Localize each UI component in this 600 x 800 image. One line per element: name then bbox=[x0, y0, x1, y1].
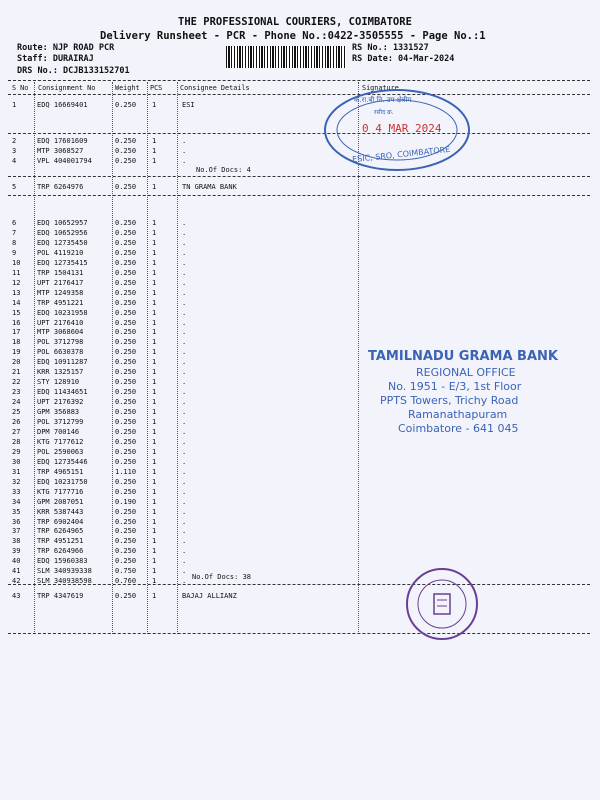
row-weight: 0.190 bbox=[115, 497, 137, 506]
row-weight: 0.250 bbox=[115, 517, 137, 526]
col-consignee-details: Consignee Details bbox=[180, 84, 250, 92]
row-sno: 30 bbox=[12, 457, 21, 466]
row-weight: 0.750 bbox=[115, 567, 137, 576]
row-consignment-no: EDQ 10911287 bbox=[37, 358, 88, 367]
row-consignment-no: VPL 404001794 bbox=[37, 156, 92, 165]
row-consignee-details: . bbox=[182, 238, 187, 247]
row-consignment-no: POL 3712799 bbox=[37, 418, 84, 426]
row-consignment-no: TRP 4965151 bbox=[37, 467, 84, 476]
row-consignee-details: . bbox=[182, 507, 187, 516]
row-sno: 32 bbox=[12, 477, 21, 486]
row-weight: 0.250 bbox=[115, 457, 137, 466]
row-weight: 0.250 bbox=[115, 228, 137, 237]
row-sno: 10 bbox=[12, 258, 21, 267]
row-weight: 0.250 bbox=[115, 338, 137, 347]
row-weight: 0.250 bbox=[115, 547, 137, 556]
row-consignment-no: EDQ 12735446 bbox=[37, 457, 88, 466]
row-consignment-no: GPM 2087051 bbox=[37, 497, 84, 506]
table-row bbox=[0, 567, 600, 576]
row-sno: 22 bbox=[12, 378, 21, 387]
row-consignment-no: UPT 2176410 bbox=[37, 318, 84, 327]
table-row bbox=[0, 259, 600, 268]
row-sno: 19 bbox=[12, 348, 21, 357]
row-consignment-no: EDQ 10652957 bbox=[37, 219, 88, 227]
row-consignment-no: EDQ 15960383 bbox=[37, 557, 88, 566]
row-consignment-no: KRR 5387443 bbox=[37, 507, 84, 516]
row-consignee-details: . bbox=[182, 408, 187, 417]
row-consignment-no: EDQ 11434651 bbox=[37, 388, 88, 397]
row-consignment-no: MTP 1249358 bbox=[37, 288, 84, 297]
row-sno: 17 bbox=[12, 328, 21, 337]
row-consignment-no: EDQ 17601609 bbox=[37, 137, 88, 145]
row-consignee-details: . bbox=[182, 388, 187, 397]
row-sno: 33 bbox=[12, 487, 21, 496]
bajaj-seal-shape bbox=[404, 566, 480, 642]
runsheet-subtitle: Delivery Runsheet - PCR - Phone No.:0422-3505555 - Page No.:1 bbox=[100, 30, 486, 42]
row-pcs: 1 bbox=[152, 487, 157, 496]
row-consignee-details: . bbox=[182, 358, 187, 367]
table-row bbox=[0, 518, 600, 527]
row-sno: 24 bbox=[12, 398, 21, 407]
row-weight: 0.250 bbox=[115, 487, 137, 496]
table-row bbox=[0, 408, 600, 417]
row-weight: 0.250 bbox=[115, 527, 137, 536]
row-consignment-no: UPT 2176417 bbox=[37, 278, 84, 287]
row-consignee-details: . bbox=[182, 156, 187, 165]
row-pcs: 1 bbox=[152, 298, 157, 307]
row-consignee-details: . bbox=[182, 278, 187, 287]
row-consignee-details: . bbox=[182, 527, 187, 536]
row-consignee-details: . bbox=[182, 368, 187, 377]
row-sno: 16 bbox=[12, 318, 21, 327]
group-separator bbox=[8, 195, 590, 196]
row-pcs: 1 bbox=[152, 137, 157, 145]
table-row bbox=[0, 478, 600, 487]
row-weight: 0.250 bbox=[115, 328, 137, 337]
row-consignment-no: EDQ 10231750 bbox=[37, 477, 88, 486]
row-weight: 0.250 bbox=[115, 557, 137, 566]
row-sno: 31 bbox=[12, 467, 21, 476]
row-sno: 36 bbox=[12, 517, 21, 526]
row-consignment-no: STY 128910 bbox=[37, 378, 80, 387]
row-pcs: 1 bbox=[152, 156, 157, 165]
row-consignment-no: TRP 4951251 bbox=[37, 537, 84, 546]
bank-stamp-address4: Coimbatore - 641 045 bbox=[398, 422, 519, 435]
row-pcs: 1 bbox=[152, 238, 157, 247]
table-row bbox=[0, 279, 600, 288]
row-weight: 0.250 bbox=[115, 358, 137, 367]
row-weight: 0.250 bbox=[115, 368, 137, 377]
row-consignee-details: . bbox=[182, 378, 187, 387]
row-consignment-no: SLM 340938598 bbox=[37, 577, 92, 586]
rs-number: RS No.: 1331527 bbox=[352, 43, 429, 53]
row-consignee-details: . bbox=[182, 547, 187, 556]
row-consignee-details: . bbox=[182, 467, 187, 476]
table-row bbox=[0, 508, 600, 517]
table-row bbox=[0, 137, 600, 146]
row-sno: 38 bbox=[12, 537, 21, 546]
row-pcs: 1 bbox=[152, 258, 157, 267]
row-consignment-no: EDQ 12735450 bbox=[37, 238, 88, 247]
row-consignee-details: . bbox=[182, 308, 187, 317]
row-weight: 0.250 bbox=[115, 388, 137, 397]
bank-stamp-title: TAMILNADU GRAMA BANK bbox=[368, 349, 558, 364]
table-row bbox=[0, 319, 600, 328]
col-weight: Weight bbox=[115, 84, 140, 92]
group-separator bbox=[8, 633, 590, 634]
row-consignment-no: MTP 3068527 bbox=[37, 146, 84, 155]
row-pcs: 1 bbox=[152, 577, 157, 586]
row-sno: 21 bbox=[12, 368, 21, 377]
row-sno: 43 bbox=[12, 592, 21, 600]
row-consignment-no: KRR 1325157 bbox=[37, 368, 84, 377]
esic-bottom-text: ESIC, SRO, COIMBATORE bbox=[351, 144, 451, 165]
table-row bbox=[0, 438, 600, 447]
table-row bbox=[0, 537, 600, 546]
route-label: Route: NJP ROAD PCR bbox=[17, 43, 115, 53]
row-consignee-details: . bbox=[182, 557, 187, 566]
row-pcs: 1 bbox=[152, 567, 157, 576]
table-row bbox=[0, 183, 600, 192]
row-sno: 8 bbox=[12, 238, 17, 247]
bank-stamp-address2: PPTS Towers, Trichy Road bbox=[380, 394, 519, 407]
barcode bbox=[226, 46, 346, 68]
row-sno: 7 bbox=[12, 228, 17, 237]
row-consignment-no: TRP 6902404 bbox=[37, 517, 84, 526]
group-separator bbox=[8, 584, 590, 585]
row-consignee-details: . bbox=[182, 577, 187, 586]
table-row bbox=[0, 219, 600, 228]
row-sno: 9 bbox=[12, 248, 17, 257]
group-separator bbox=[8, 133, 590, 134]
row-pcs: 1 bbox=[152, 398, 157, 407]
row-consignee-details: . bbox=[182, 146, 187, 155]
row-weight: 0.250 bbox=[115, 427, 137, 436]
row-consignment-no: KTG 7177716 bbox=[37, 487, 84, 496]
row-sno: 34 bbox=[12, 497, 21, 506]
row-sno: 39 bbox=[12, 547, 21, 556]
row-pcs: 1 bbox=[152, 278, 157, 287]
docs-count: No.Of Docs: 4 bbox=[196, 166, 251, 174]
row-sno: 35 bbox=[12, 507, 21, 516]
row-weight: 0.250 bbox=[115, 437, 137, 446]
table-row bbox=[0, 448, 600, 457]
row-pcs: 1 bbox=[152, 547, 157, 556]
row-weight: 0.250 bbox=[115, 268, 137, 277]
row-pcs: 1 bbox=[152, 477, 157, 486]
row-consignment-no: TRP 6264965 bbox=[37, 527, 84, 536]
row-sno: 28 bbox=[12, 437, 21, 446]
row-pcs: 1 bbox=[152, 447, 157, 456]
row-pcs: 1 bbox=[152, 219, 157, 227]
row-weight: 0.250 bbox=[115, 398, 137, 407]
row-consignment-no: GPM 356883 bbox=[37, 408, 80, 417]
row-consignment-no: EDQ 10652956 bbox=[37, 228, 88, 237]
row-pcs: 1 bbox=[152, 388, 157, 397]
row-consignee-details: . bbox=[182, 228, 187, 237]
col-sno: S No bbox=[12, 84, 29, 92]
row-weight: 0.250 bbox=[115, 298, 137, 307]
table-row bbox=[0, 338, 600, 347]
row-pcs: 1 bbox=[152, 408, 157, 417]
row-pcs: 1 bbox=[152, 427, 157, 436]
row-consignee-details: . bbox=[182, 268, 187, 277]
row-consignee-details: . bbox=[182, 338, 187, 347]
row-consignment-no: POL 4119210 bbox=[37, 248, 84, 257]
row-consignee-details: . bbox=[182, 288, 187, 297]
row-consignee-details: . bbox=[182, 318, 187, 327]
table-row bbox=[0, 468, 600, 477]
row-weight: 0.250 bbox=[115, 258, 137, 267]
row-pcs: 1 bbox=[152, 507, 157, 516]
row-sno: 4 bbox=[12, 156, 17, 165]
row-consignee-details: . bbox=[182, 477, 187, 486]
row-pcs: 1 bbox=[152, 557, 157, 566]
row-consignee-details: . bbox=[182, 497, 187, 506]
row-sno: 29 bbox=[12, 447, 21, 456]
row-weight: 0.250 bbox=[115, 137, 137, 145]
row-consignment-no: EDQ 12735415 bbox=[37, 258, 88, 267]
row-weight: 0.250 bbox=[115, 592, 137, 600]
row-weight: 0.250 bbox=[115, 348, 137, 357]
row-pcs: 1 bbox=[152, 338, 157, 347]
row-consignee-details: . bbox=[182, 348, 187, 357]
row-consignment-no: TRP 1504131 bbox=[37, 268, 84, 277]
row-pcs: 1 bbox=[152, 146, 157, 155]
row-weight: 0.250 bbox=[115, 378, 137, 387]
row-consignee-details: . bbox=[182, 457, 187, 466]
row-pcs: 1 bbox=[152, 497, 157, 506]
row-weight: 0.250 bbox=[115, 447, 137, 456]
row-pcs: 1 bbox=[152, 592, 157, 600]
row-consignment-no: MTP 3068604 bbox=[37, 328, 84, 337]
row-sno: 15 bbox=[12, 308, 21, 317]
company-title: THE PROFESSIONAL COURIERS, COIMBATORE bbox=[178, 16, 412, 28]
row-weight: 0.250 bbox=[115, 318, 137, 327]
row-pcs: 1 bbox=[152, 467, 157, 476]
row-weight: 0.250 bbox=[115, 248, 137, 257]
row-sno: 12 bbox=[12, 278, 21, 287]
row-weight: 0.250 bbox=[115, 146, 137, 155]
row-sno: 2 bbox=[12, 137, 17, 145]
row-weight: 0.250 bbox=[115, 238, 137, 247]
row-consignee-details: . bbox=[182, 137, 187, 145]
table-row bbox=[0, 249, 600, 258]
table-row bbox=[0, 269, 600, 278]
row-sno: 14 bbox=[12, 298, 21, 307]
table-row bbox=[0, 101, 600, 110]
table-row bbox=[0, 147, 600, 156]
row-consignment-no: KTG 7177612 bbox=[37, 437, 84, 446]
row-consignee-details: . bbox=[182, 567, 187, 576]
row-pcs: 1 bbox=[152, 228, 157, 237]
row-consignment-no: POL 2590063 bbox=[37, 447, 84, 456]
row-consignment-no: TRP 6264966 bbox=[37, 547, 84, 556]
row-weight: 0.760 bbox=[115, 577, 137, 586]
row-consignment-no: EDQ 16669401 bbox=[37, 101, 88, 109]
bank-stamp-address1: No. 1951 - E/3, 1st Floor bbox=[388, 380, 522, 393]
row-weight: 0.250 bbox=[115, 278, 137, 287]
row-weight: 0.250 bbox=[115, 418, 137, 426]
row-pcs: 1 bbox=[152, 318, 157, 327]
bank-stamp-address3: Ramanathapuram bbox=[408, 408, 508, 421]
row-sno: 6 bbox=[12, 219, 17, 227]
row-sno: 13 bbox=[12, 288, 21, 297]
row-sno: 3 bbox=[12, 146, 17, 155]
col-pcs: PCS bbox=[150, 84, 163, 92]
row-weight: 0.250 bbox=[115, 537, 137, 546]
row-consignment-no: SLM 340939338 bbox=[37, 567, 92, 576]
row-weight: 0.250 bbox=[115, 101, 137, 109]
row-pcs: 1 bbox=[152, 101, 157, 109]
row-weight: 0.250 bbox=[115, 156, 137, 165]
row-pcs: 1 bbox=[152, 437, 157, 446]
row-sno: 1 bbox=[12, 101, 17, 109]
row-consignee-details: . bbox=[182, 437, 187, 446]
row-consignment-no: DPM 700146 bbox=[37, 427, 80, 436]
row-consignee-details: BAJAJ ALLIANZ bbox=[182, 592, 237, 600]
row-sno: 41 bbox=[12, 567, 21, 576]
row-pcs: 1 bbox=[152, 348, 157, 357]
table-row bbox=[0, 157, 600, 166]
row-pcs: 1 bbox=[152, 288, 157, 297]
row-pcs: 1 bbox=[152, 268, 157, 277]
docs-count: No.Of Docs: 38 bbox=[192, 573, 252, 581]
row-sno: 20 bbox=[12, 358, 21, 367]
row-weight: 0.250 bbox=[115, 183, 137, 191]
row-consignment-no: TRP 6264976 bbox=[37, 183, 84, 191]
row-consignee-details: . bbox=[182, 537, 187, 546]
row-consignment-no: TRP 4951221 bbox=[37, 298, 84, 307]
row-pcs: 1 bbox=[152, 248, 157, 257]
row-weight: 0.250 bbox=[115, 507, 137, 516]
row-pcs: 1 bbox=[152, 368, 157, 377]
row-consignee-details: . bbox=[182, 447, 187, 456]
table-row bbox=[0, 309, 600, 318]
row-weight: 0.250 bbox=[115, 477, 137, 486]
staff-label: Staff: DURAIRAJ bbox=[17, 54, 94, 64]
row-consignment-no: TRP 4347619 bbox=[37, 592, 84, 600]
table-row bbox=[0, 229, 600, 238]
row-consignment-no: UPT 2176392 bbox=[37, 398, 84, 407]
col-signature: Signature bbox=[362, 84, 399, 92]
table-row bbox=[0, 239, 600, 248]
row-pcs: 1 bbox=[152, 457, 157, 466]
row-sno: 42 bbox=[12, 577, 21, 586]
row-consignee-details: . bbox=[182, 487, 187, 496]
table-row bbox=[0, 592, 600, 601]
row-pcs: 1 bbox=[152, 358, 157, 367]
row-consignee-details: . bbox=[182, 418, 187, 426]
bank-stamp-office: REGIONAL OFFICE bbox=[416, 366, 516, 379]
row-weight: 0.250 bbox=[115, 408, 137, 417]
row-sno: 11 bbox=[12, 268, 21, 277]
row-sno: 18 bbox=[12, 338, 21, 347]
row-pcs: 1 bbox=[152, 418, 157, 426]
group-separator bbox=[8, 176, 590, 177]
table-row bbox=[0, 488, 600, 497]
row-sno: 27 bbox=[12, 427, 21, 436]
header-rule-bottom bbox=[8, 94, 590, 95]
row-pcs: 1 bbox=[152, 328, 157, 337]
header-rule-top bbox=[8, 80, 590, 81]
table-row bbox=[0, 299, 600, 308]
esic-receipt-text: रसीद क्र. bbox=[374, 109, 394, 116]
esic-top-text: क.रा.बी.नि. उप क्षेत्रीय bbox=[354, 96, 412, 104]
table-row bbox=[0, 527, 600, 536]
row-consignee-details: . bbox=[182, 427, 187, 436]
row-pcs: 1 bbox=[152, 517, 157, 526]
rs-date: RS Date: 04-Mar-2024 bbox=[352, 54, 455, 64]
row-weight: 0.250 bbox=[115, 308, 137, 317]
row-consignee-details: TN GRAMA BANK bbox=[182, 183, 237, 191]
row-weight: 1.110 bbox=[115, 467, 137, 476]
row-pcs: 1 bbox=[152, 308, 157, 317]
row-sno: 40 bbox=[12, 557, 21, 566]
table-row bbox=[0, 289, 600, 298]
table-row bbox=[0, 557, 600, 566]
table-row bbox=[0, 328, 600, 337]
row-pcs: 1 bbox=[152, 527, 157, 536]
row-consignee-details: . bbox=[182, 398, 187, 407]
row-pcs: 1 bbox=[152, 537, 157, 546]
row-consignee-details: . bbox=[182, 298, 187, 307]
table-row bbox=[0, 498, 600, 507]
row-sno: 37 bbox=[12, 527, 21, 536]
row-consignment-no: POL 3712798 bbox=[37, 338, 84, 347]
row-consignee-details: . bbox=[182, 219, 187, 227]
col-consignment: Consignment No bbox=[38, 84, 96, 92]
row-weight: 0.250 bbox=[115, 219, 137, 227]
row-sno: 23 bbox=[12, 388, 21, 397]
drs-number: DRS No.: DCJB133152701 bbox=[17, 66, 130, 76]
esic-stamp bbox=[322, 86, 472, 174]
row-consignee-details: . bbox=[182, 258, 187, 267]
bajaj-seal bbox=[404, 566, 480, 642]
row-consignment-no: EDQ 10231958 bbox=[37, 308, 88, 317]
row-pcs: 1 bbox=[152, 378, 157, 387]
row-consignee-details: . bbox=[182, 328, 187, 337]
row-consignee-details: ESI bbox=[182, 101, 195, 109]
row-consignment-no: POL 6630378 bbox=[37, 348, 84, 357]
row-sno: 5 bbox=[12, 183, 17, 191]
table-row bbox=[0, 547, 600, 556]
table-row bbox=[0, 458, 600, 467]
row-sno: 26 bbox=[12, 418, 21, 426]
row-weight: 0.250 bbox=[115, 288, 137, 297]
row-pcs: 1 bbox=[152, 183, 157, 191]
esic-date: 0 4 MAR 2024 bbox=[362, 122, 442, 135]
row-sno: 25 bbox=[12, 408, 21, 417]
row-consignee-details: . bbox=[182, 248, 187, 257]
row-consignee-details: . bbox=[182, 517, 187, 526]
